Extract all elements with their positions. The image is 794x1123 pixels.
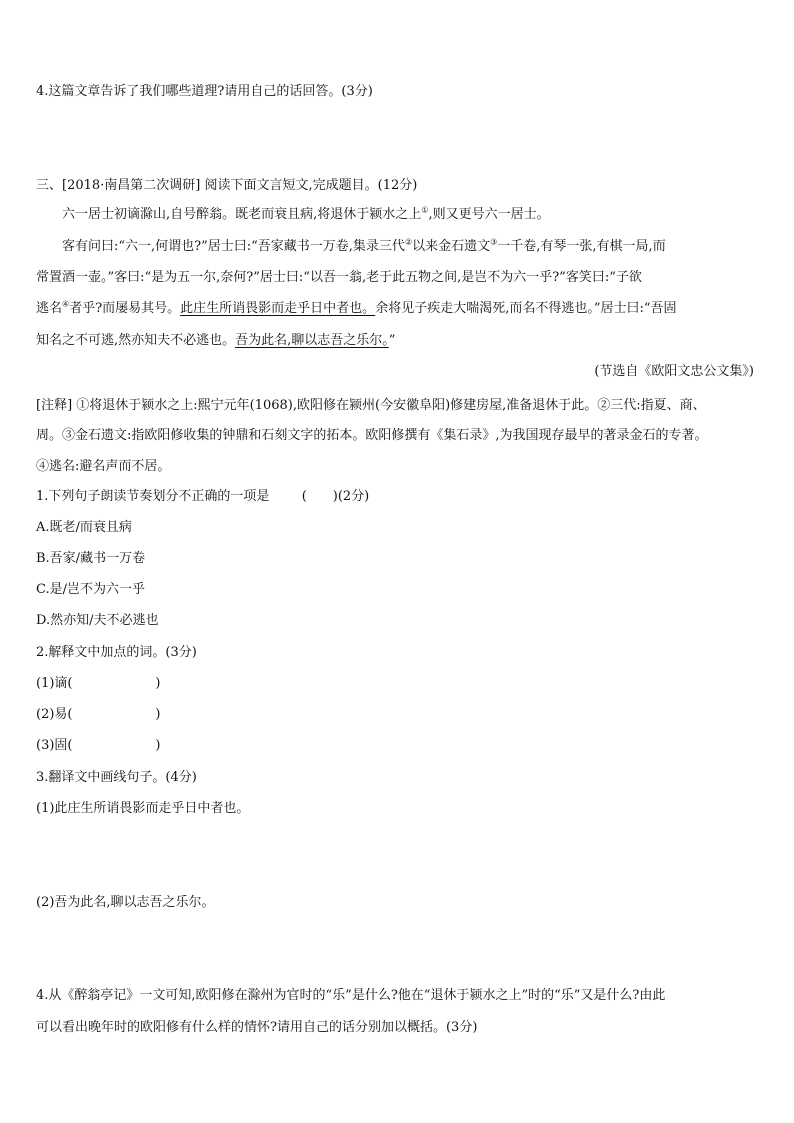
question-4-line-1: 4.从《醉翁亭记》一文可知,欧阳修在滁州为官时的“乐”是什么?他在“退休于颍水之上”时的“乐”又是什么?由此 bbox=[36, 988, 666, 1003]
question-text: 1.下列句子朗读节奏划分不正确的一项是 bbox=[36, 489, 270, 504]
passage-paragraph-2-line-3 bbox=[36, 299, 677, 319]
note-marker-1: ① bbox=[421, 205, 429, 215]
q3-sentence-2: (2)吾为此名,聊以志吾之乐尔。 bbox=[36, 895, 215, 910]
section-header: 三、[2018·南昌第二次调研] 阅读下面文言短文,完成题目。(12分) bbox=[36, 178, 418, 193]
option-c: C.是/岂不为六一乎 bbox=[36, 582, 145, 597]
item-close-paren: ) bbox=[155, 738, 161, 753]
option-a: A.既老/而衰且病 bbox=[36, 520, 132, 535]
item-close-paren: ) bbox=[155, 676, 161, 691]
passage-text: 者乎?而屡易其号。 bbox=[69, 301, 181, 316]
previous-question-4: 4.这篇文章告诉了我们哪些道理?请用自己的话回答。(3分) bbox=[36, 84, 373, 99]
option-b: B.吾家/藏书一万卷 bbox=[36, 551, 146, 566]
passage-text: 六一居士初谪滁山,自号醉翁。既老而衰且病,将退休于颍水之上 bbox=[62, 207, 422, 222]
passage-text: 以来金石遗文 bbox=[412, 239, 491, 254]
item-open-paren: ( bbox=[67, 738, 73, 753]
note-marker-4: ④ bbox=[62, 299, 70, 309]
passage-text: 一千卷,有琴一张,有棋一局,而 bbox=[497, 239, 666, 254]
q2-item-2 bbox=[36, 705, 161, 725]
notes-line-2: 周。③金石遗文:指欧阳修收集的钟鼎和石刻文字的拓本。欧阳修撰有《集石录》,为我国现存最早的著录金石的专著。 bbox=[36, 428, 708, 443]
question-3-stem: 3.翻译文中画线句子。(4分) bbox=[36, 770, 197, 785]
passage-paragraph-2-line-4 bbox=[36, 331, 395, 351]
passage-paragraph-2-line-1 bbox=[62, 237, 666, 257]
item-close-paren: ) bbox=[155, 707, 161, 722]
question-1-stem bbox=[36, 487, 369, 507]
item-open-paren: ( bbox=[67, 676, 73, 691]
passage-text: 客有问曰:“六一,何谓也?”居士曰:“吾家藏书一万卷,集录三代 bbox=[62, 239, 405, 254]
item-open-paren: ( bbox=[67, 707, 73, 722]
item-label: (3)固 bbox=[36, 738, 68, 753]
item-label: (2)易 bbox=[36, 707, 68, 722]
q2-item-3 bbox=[36, 736, 161, 756]
passage-text: ” bbox=[388, 333, 396, 348]
passage-text: 知名之不可逃,然亦知夫不必逃也。 bbox=[36, 333, 236, 348]
passage-text: ,则又更号六一居士。 bbox=[428, 207, 550, 222]
passage-text: 逃名 bbox=[36, 301, 63, 316]
notes-line-3: ④逃名:避名声而不居。 bbox=[36, 459, 171, 474]
item-label: (1)谪 bbox=[36, 676, 68, 691]
underlined-sentence-1: 此庄生所诮畏影而走乎日中者也。 bbox=[180, 301, 376, 316]
note-marker-2: ② bbox=[404, 237, 413, 247]
note-marker-3: ③ bbox=[490, 237, 498, 247]
passage-paragraph-1 bbox=[62, 205, 550, 225]
question-2-stem: 2.解释文中加点的词。(3分) bbox=[36, 645, 197, 660]
q3-sentence-1: (1)此庄生所诮畏影而走乎日中者也。 bbox=[36, 801, 250, 816]
passage-source: (节选自《欧阳文忠公文集》) bbox=[594, 364, 754, 379]
option-d: D.然亦知/夫不必逃也 bbox=[36, 613, 159, 628]
q2-item-1 bbox=[36, 674, 161, 694]
question-4-line-2: 可以看出晚年时的欧阳修有什么样的情怀?请用自己的话分别加以概括。(3分) bbox=[36, 1020, 478, 1035]
underlined-sentence-2: 吾为此名,聊以志吾之乐尔。 bbox=[235, 333, 389, 348]
notes-line-1: [注释] ①将退休于颍水之上:熙宁元年(1068),欧阳修在颍州(今安徽阜阳)修建房屋,准备退休于此。②三代:指夏、商、 bbox=[36, 398, 706, 413]
passage-text: 余将见子疾走大喘渴死,而名不得逃也。”居士曰:“吾固 bbox=[375, 301, 677, 316]
passage-paragraph-2-line-2: 常置酒一壶。”客曰:“是为五一尔,奈何?”居士曰:“以吾一翁,老于此五物之间,是岂不为六一乎?”客笑曰:“子欲 bbox=[36, 270, 642, 285]
question-score: (2分) bbox=[337, 489, 370, 504]
answer-blank: ( ) bbox=[301, 489, 338, 504]
